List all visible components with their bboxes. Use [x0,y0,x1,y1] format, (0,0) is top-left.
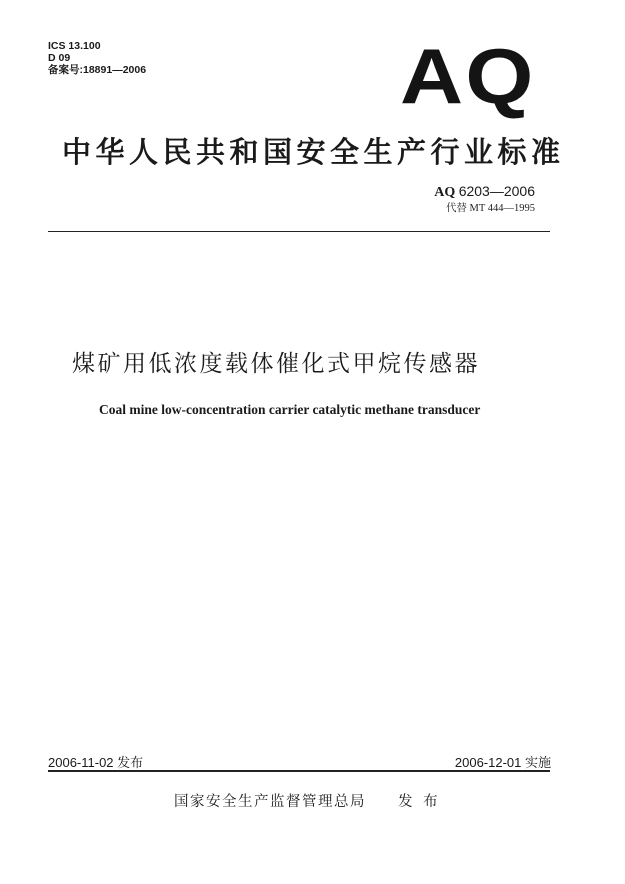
issue-date: 2006-11-02 发布 [48,755,144,770]
replaces-note: 代替 MT 444—1995 [445,203,535,214]
standard-category-title: 中华人民共和国安全生产行业标准 [62,135,565,169]
ics-code: ICS 13.100 [48,40,101,52]
implement-date: 2006-12-01 实施 [454,755,551,770]
issue-label: 发 布 [398,794,441,810]
standard-code: 6203—2006 [458,183,535,199]
issuing-authority: 国家安全生产监督管理总局 [174,794,366,810]
standard-number [434,183,535,201]
header-divider [48,231,550,232]
footer-divider [48,770,550,772]
ccs-code: D 09 [48,52,71,64]
document-title-cn: 煤矿用低浓度载体催化式甲烷传感器 [72,351,480,377]
aq-logo: AQ [400,32,536,120]
document-title-en: Coal mine low-concentration carrier catalytic methane transducer [99,402,481,417]
filing-number: 备案号:18891—2006 [48,64,147,76]
standard-prefix: AQ [434,185,456,200]
